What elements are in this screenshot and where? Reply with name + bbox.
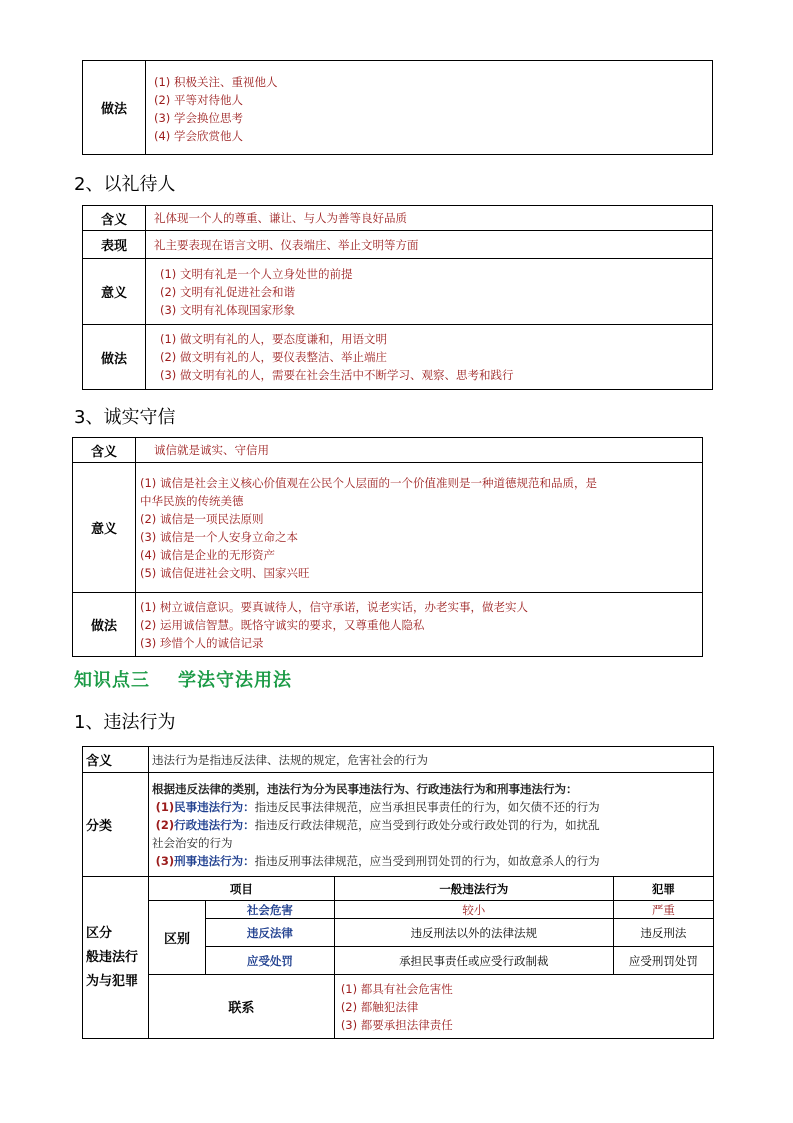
- row-label: 做法: [83, 61, 146, 155]
- knowledge-point-title: 学法守法用法: [178, 670, 292, 691]
- list-item: 社会治安的行为: [152, 835, 233, 850]
- knowledge-point-heading: [74, 666, 292, 692]
- list-item: (2) 平等对待他人: [154, 92, 243, 107]
- illegal-conduct-table: [82, 746, 714, 1039]
- list-item: (2) 文明有礼促进社会和谐: [160, 284, 295, 299]
- row-text: 礼体现一个人的尊重、谦让、与人为善等良好品质: [154, 211, 407, 225]
- diff-crime: 违反刑法: [613, 919, 713, 947]
- list-item: (1) 树立诚信意识。要真诚待人，信守承诺，说老实话，办老实事，做老实人: [140, 599, 528, 614]
- diff-label: 区别: [149, 901, 206, 975]
- header-crime: 犯罪: [613, 877, 713, 901]
- list-item: (2) 做文明有礼的人，要仪表整洁、举止端庄: [160, 350, 387, 364]
- list-item: (2) 诚信是一项民法原则: [140, 511, 264, 526]
- header-general: 一般违法行为: [334, 877, 613, 901]
- row-text: 违法行为是指违反法律、法规的规定，危害社会的行为: [152, 752, 428, 767]
- row-label: 意义: [83, 259, 146, 325]
- list-item: (1) 诚信是社会主义核心价值观在公民个人层面的一个价值准则是一种道德规范和品质，是: [140, 475, 597, 490]
- diff-crime: 应受刑罚处罚: [613, 947, 713, 975]
- section-heading: 3、诚实守信: [74, 407, 176, 428]
- list-item: (3) 珍惜个人的诚信记录: [140, 635, 264, 650]
- list-item: (2) 运用诚信智慧。既恪守诚实的要求，又尊重他人隐私: [140, 617, 425, 632]
- diff-general: 较小: [334, 901, 613, 919]
- diff-general: 承担民事责任或应受行政制裁: [334, 947, 613, 975]
- courtesy-table: [82, 205, 713, 390]
- list-item: (3) 学会换位思考: [154, 110, 243, 125]
- row-text: 诚信就是诚实、守信用: [154, 443, 269, 457]
- list-item: (3) 诚信是一个人安身立命之本: [140, 529, 298, 544]
- row-label: 含义: [83, 206, 146, 231]
- list-item: (3) 都要承担法律责任: [340, 1017, 453, 1032]
- section-heading: 1、违法行为: [74, 712, 176, 733]
- list-item: (1) 文明有礼是一个人立身处世的前提: [160, 266, 353, 281]
- row-label: 表现: [83, 231, 146, 259]
- row-text: 礼主要表现在语言文明、仪表端庄、举止文明等方面: [154, 237, 419, 252]
- list-item: (3) 做文明有礼的人，需要在社会生活中不断学习、观察、思考和践行: [160, 368, 514, 382]
- list-item: (5) 诚信促进社会文明、国家兴旺: [140, 565, 310, 580]
- header-item: 项目: [149, 877, 335, 901]
- class-intro: 根据违反法律的类别，违法行为分为民事违法行为、行政违法行为和刑事违法行为：: [152, 781, 578, 796]
- row-label: 分类: [83, 773, 149, 877]
- row-label: 含义: [83, 747, 149, 773]
- diff-term: 应受处罚: [206, 947, 335, 975]
- row-label: 做法: [83, 325, 146, 390]
- knowledge-point-number: 知识点三: [74, 670, 150, 691]
- diff-term: 社会危害: [206, 901, 335, 919]
- row-label: 含义: [73, 438, 136, 463]
- list-item: (3) 文明有礼体现国家形象: [160, 302, 295, 317]
- row-label: 意义: [73, 463, 136, 593]
- row-label: 做法: [73, 593, 136, 657]
- list-item: (2) 都触犯法律: [340, 999, 419, 1014]
- list-item: (1) 积极关注、重视他人: [154, 74, 278, 89]
- relation-label: 联系: [149, 975, 335, 1039]
- diff-general: 违反刑法以外的法律法规: [334, 919, 613, 947]
- diff-term: 违反法律: [206, 919, 335, 947]
- list-item: (4) 诚信是企业的无形资产: [140, 547, 275, 562]
- list-item: 中华民族的传统美德: [140, 493, 244, 508]
- honesty-table: [72, 437, 703, 657]
- list-item: (3)刑事违法行为：指违反刑事法律规范，应当受到刑罚处罚的行为，如故意杀人的行为: [155, 853, 600, 868]
- list-item: (1) 做文明有礼的人，要态度谦和，用语文明: [160, 332, 387, 346]
- list-item: (4) 学会欣赏他人: [154, 128, 243, 143]
- distinguish-label: 区分 般违法行 为与犯罪: [83, 877, 149, 1039]
- practice-table: [82, 60, 713, 155]
- list-item: (1)民事违法行为：指违反民事法律规范，应当承担民事责任的行为，如欠债不还的行为: [155, 799, 600, 814]
- list-item: (1) 都具有社会危害性: [340, 981, 453, 996]
- diff-crime: 严重: [613, 901, 713, 919]
- section-heading: 2、以礼待人: [74, 174, 176, 195]
- list-item: (2)行政违法行为：指违反行政法律规范，应当受到行政处分或行政处罚的行为，如扰乱: [155, 817, 600, 832]
